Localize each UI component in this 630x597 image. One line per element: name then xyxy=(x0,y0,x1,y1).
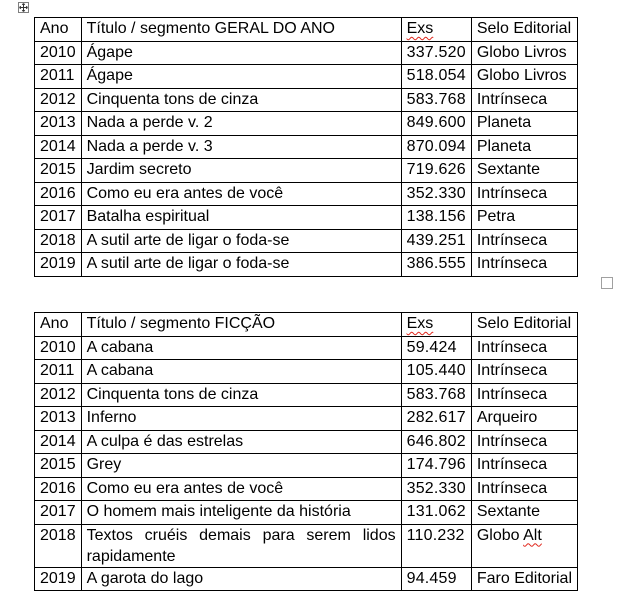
cell-col-exs: 110.232 xyxy=(401,524,471,567)
cell-col-ano: 2012 xyxy=(35,383,82,407)
table-row xyxy=(35,182,578,206)
cell-col-titulo: O homem mais inteligente da história xyxy=(81,501,401,525)
cell-col-exs: 518.054 xyxy=(401,65,471,89)
table-resize-handle-icon[interactable] xyxy=(601,277,613,289)
table-header-row xyxy=(35,18,578,42)
table-row xyxy=(35,501,578,525)
header-col-ano: Ano xyxy=(35,18,82,42)
cell-col-titulo: A sutil arte de ligar o foda-se xyxy=(81,229,401,253)
table-ficcao xyxy=(34,312,578,591)
cell-col-selo: Planeta xyxy=(471,135,577,159)
table-row xyxy=(35,477,578,501)
cell-col-selo: Intrínseca xyxy=(471,430,577,454)
cell-col-exs: 583.768 xyxy=(401,88,471,112)
cell-col-ano: 2015 xyxy=(35,454,82,478)
table-row xyxy=(35,41,578,65)
header-col-titulo: Título / segmento FICÇÃO xyxy=(81,313,401,337)
header-col-selo: Selo Editorial xyxy=(471,313,577,337)
cell-col-ano: 2015 xyxy=(35,159,82,183)
cell-col-titulo: Ágape xyxy=(81,41,401,65)
cell-col-titulo: Cinquenta tons de cinza xyxy=(81,383,401,407)
table-row xyxy=(35,253,578,277)
cell-col-ano: 2011 xyxy=(35,360,82,384)
cell-col-selo: Petra xyxy=(471,206,577,230)
cell-col-selo: Intrínseca xyxy=(471,88,577,112)
cell-col-exs: 352.330 xyxy=(401,477,471,501)
cell-col-ano: 2017 xyxy=(35,501,82,525)
table-row xyxy=(35,159,578,183)
table-row xyxy=(35,88,578,112)
cell-col-exs: 94.459 xyxy=(401,567,471,591)
spellcheck-underline: Exs xyxy=(406,20,434,37)
cell-col-exs: 386.555 xyxy=(401,253,471,277)
table-row xyxy=(35,567,578,591)
cell-col-ano: 2011 xyxy=(35,65,82,89)
spellcheck-underline: Alt xyxy=(523,526,542,544)
table-row xyxy=(35,65,578,89)
header-col-selo: Selo Editorial xyxy=(471,18,577,42)
cell-col-selo: Intrínseca xyxy=(471,477,577,501)
cell-col-exs: 174.796 xyxy=(401,454,471,478)
cell-col-titulo: Nada a perde v. 3 xyxy=(81,135,401,159)
cell-col-ano: 2014 xyxy=(35,430,82,454)
cell-col-titulo: A culpa é das estrelas xyxy=(81,430,401,454)
cell-col-selo: Intrínseca xyxy=(471,454,577,478)
cell-col-exs: 870.094 xyxy=(401,135,471,159)
cell-col-exs: 138.156 xyxy=(401,206,471,230)
cell-col-selo: Intrínseca xyxy=(471,253,577,277)
cell-col-selo: Sextante xyxy=(471,159,577,183)
cell-col-selo: Planeta xyxy=(471,112,577,136)
cell-col-exs: 439.251 xyxy=(401,229,471,253)
table-header-row xyxy=(35,313,578,337)
cell-col-titulo: A cabana xyxy=(81,360,401,384)
cell-col-titulo: Jardim secreto xyxy=(81,159,401,183)
cell-col-selo: Intrínseca xyxy=(471,229,577,253)
table-row xyxy=(35,360,578,384)
table-row xyxy=(35,336,578,360)
table-row xyxy=(35,206,578,230)
cell-col-selo: Intrínseca xyxy=(471,360,577,384)
cell-col-exs: 583.768 xyxy=(401,383,471,407)
cell-col-titulo: Inferno xyxy=(81,407,401,431)
spellcheck-underline: Exs xyxy=(406,315,434,332)
table-row xyxy=(35,430,578,454)
cell-col-ano: 2016 xyxy=(35,182,82,206)
table-row xyxy=(35,135,578,159)
table-row xyxy=(35,407,578,431)
cell-col-ano: 2016 xyxy=(35,477,82,501)
cell-col-exs: 849.600 xyxy=(401,112,471,136)
header-col-exs xyxy=(401,313,471,337)
cell-col-selo: Intrínseca xyxy=(471,336,577,360)
cell-col-ano: 2019 xyxy=(35,567,82,591)
cell-col-selo: Intrínseca xyxy=(471,182,577,206)
cell-col-ano: 2018 xyxy=(35,229,82,253)
cell-col-ano: 2012 xyxy=(35,88,82,112)
cell-col-titulo: Como eu era antes de você xyxy=(81,477,401,501)
cell-col-exs: 59.424 xyxy=(401,336,471,360)
cell-col-selo: Arqueiro xyxy=(471,407,577,431)
cell-col-selo: Globo Livros xyxy=(471,41,577,65)
header-col-ano: Ano xyxy=(35,313,82,337)
cell-col-ano: 2019 xyxy=(35,253,82,277)
cell-col-titulo: Textos cruéis demais para serem lidos rapidamente xyxy=(81,524,401,567)
cell-col-titulo: Batalha espiritual xyxy=(81,206,401,230)
cell-col-ano: 2014 xyxy=(35,135,82,159)
table-row xyxy=(35,229,578,253)
cell-col-titulo: A cabana xyxy=(81,336,401,360)
cell-col-titulo: Como eu era antes de você xyxy=(81,182,401,206)
cell-col-titulo: Ágape xyxy=(81,65,401,89)
cell-col-exs: 282.617 xyxy=(401,407,471,431)
cell-col-ano: 2013 xyxy=(35,407,82,431)
table-row xyxy=(35,524,578,567)
cell-col-ano: 2013 xyxy=(35,112,82,136)
cell-col-ano: 2010 xyxy=(35,336,82,360)
cell-col-selo: Globo Alt xyxy=(471,524,577,567)
cell-col-exs: 337.520 xyxy=(401,41,471,65)
cell-col-exs: 352.330 xyxy=(401,182,471,206)
header-col-titulo: Título / segmento GERAL DO ANO xyxy=(81,18,401,42)
cell-col-titulo: Nada a perde v. 2 xyxy=(81,112,401,136)
cell-col-ano: 2018 xyxy=(35,524,82,567)
table-row xyxy=(35,112,578,136)
cell-col-titulo: A garota do lago xyxy=(81,567,401,591)
cell-col-exs: 105.440 xyxy=(401,360,471,384)
cell-col-titulo: A sutil arte de ligar o foda-se xyxy=(81,253,401,277)
header-col-exs xyxy=(401,18,471,42)
cell-col-exs: 719.626 xyxy=(401,159,471,183)
cell-col-exs: 646.802 xyxy=(401,430,471,454)
cell-col-ano: 2017 xyxy=(35,206,82,230)
table-row xyxy=(35,383,578,407)
cell-col-exs: 131.062 xyxy=(401,501,471,525)
cell-col-ano: 2010 xyxy=(35,41,82,65)
table-geral xyxy=(34,17,578,277)
cell-col-selo: Faro Editorial xyxy=(471,567,577,591)
cell-col-titulo: Cinquenta tons de cinza xyxy=(81,88,401,112)
table-move-handle-icon[interactable] xyxy=(18,2,29,13)
cell-col-selo: Sextante xyxy=(471,501,577,525)
cell-col-selo: Intrínseca xyxy=(471,383,577,407)
cell-col-titulo: Grey xyxy=(81,454,401,478)
cell-col-selo: Globo Livros xyxy=(471,65,577,89)
table-row xyxy=(35,454,578,478)
